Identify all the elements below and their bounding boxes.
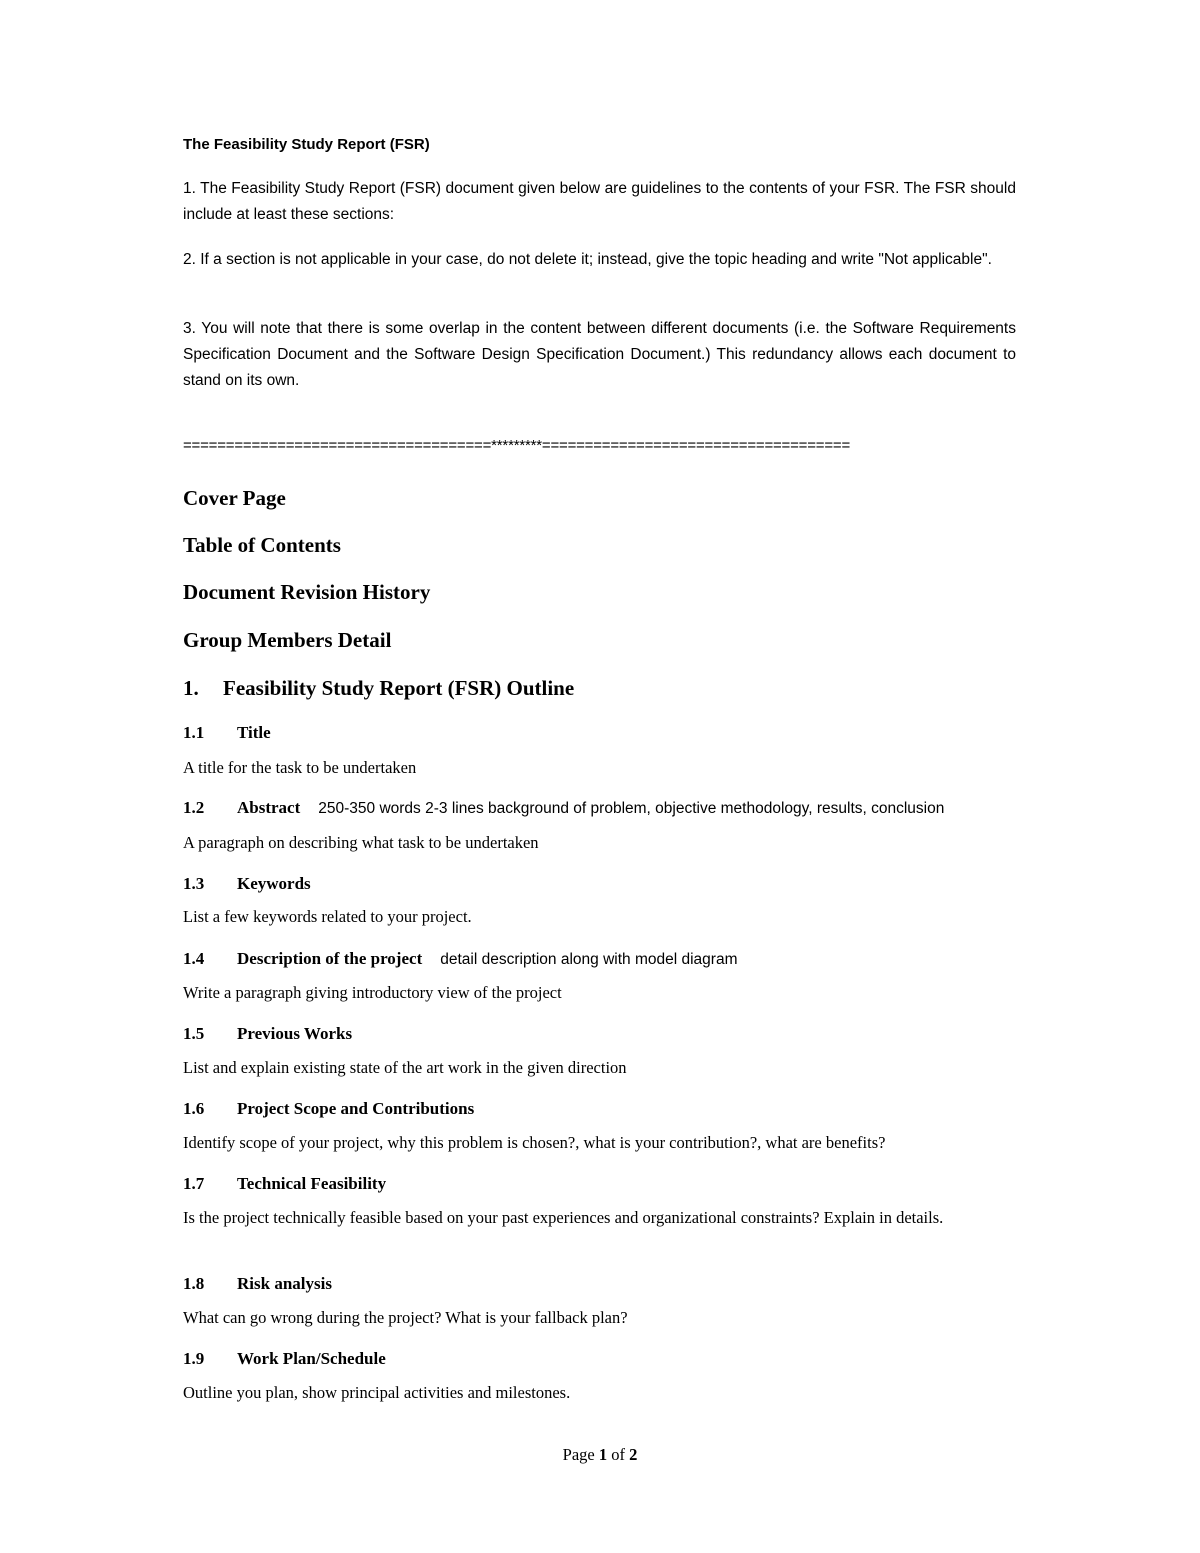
section-note: detail description along with model diagram (440, 951, 738, 968)
section-number: 1.8 (183, 1274, 205, 1293)
section-body: A paragraph on describing what task to be undertaken (183, 833, 539, 852)
heading-table-of-contents: Table of Contents (183, 533, 341, 557)
page-total: 2 (629, 1445, 638, 1464)
section-title-text: Description of the project (237, 949, 423, 968)
section-body: Is the project technically feasible based on your past experiences and organizational constraints? Explain in details. (183, 1208, 944, 1227)
section-title-text: Abstract (237, 798, 301, 817)
section-title (237, 798, 944, 818)
section-title (237, 1024, 352, 1044)
section-title-text: Project Scope and Contributions (237, 1099, 475, 1118)
section-number: 1.7 (183, 1174, 205, 1193)
page-current: 1 (598, 1445, 608, 1464)
section-title (237, 949, 737, 969)
section-title (237, 874, 311, 894)
heading-group-members: Group Members Detail (183, 628, 392, 652)
section-title (237, 1274, 332, 1294)
section-number: 1.1 (183, 723, 205, 742)
outline-number: 1. (183, 676, 199, 700)
outline-title: Feasibility Study Report (FSR) Outline (223, 676, 575, 700)
heading-cover-page: Cover Page (183, 486, 286, 510)
section-number: 1.5 (183, 1024, 205, 1043)
intro-title: The Feasibility Study Report (FSR) (183, 136, 430, 153)
section-title (237, 1099, 474, 1119)
section-body: List and explain existing state of the art work in the given direction (183, 1058, 627, 1077)
section-title (237, 723, 271, 743)
section-body: Identify scope of your project, why this problem is chosen?, what is your contribution?, what are benefits? (183, 1133, 886, 1152)
section-divider: ====================================*********==================================== (183, 437, 851, 454)
section-title-text: Work Plan/Schedule (237, 1349, 386, 1368)
section-title-text: Previous Works (237, 1024, 353, 1043)
section-number: 1.4 (183, 949, 205, 968)
page-footer (0, 1445, 1200, 1465)
section-note: 250-350 words 2-3 lines background of problem, objective methodology, results, conclusion (318, 800, 945, 817)
intro-paragraph-1: 1. The Feasibility Study Report (FSR) document given below are guidelines to the contents of your FSR. The FSR should include at least these sections: (183, 180, 1016, 223)
section-number: 1.6 (183, 1099, 205, 1118)
section-title-text: Title (237, 723, 271, 742)
section-body: Outline you plan, show principal activities and milestones. (183, 1383, 571, 1402)
section-body: Write a paragraph giving introductory view of the project (183, 983, 562, 1002)
section-title-text: Technical Feasibility (237, 1174, 387, 1193)
section-number: 1.2 (183, 798, 205, 817)
section-title-text: Risk analysis (237, 1274, 332, 1293)
intro-paragraph-3: 3. You will note that there is some overlap in the content between different documents (i.e. the Software Requirements Specification Document and the Software Design Specification Document.) This redundancy allows each document to stand on its own. (183, 320, 1016, 389)
heading-revision-history: Document Revision History (183, 580, 431, 604)
page-label: Page (562, 1445, 595, 1464)
section-number: 1.9 (183, 1349, 205, 1368)
page-of: of (611, 1445, 625, 1464)
section-title (237, 1174, 386, 1194)
section-body: What can go wrong during the project? What is your fallback plan? (183, 1308, 628, 1327)
section-title (237, 1349, 386, 1369)
section-title-text: Keywords (237, 874, 311, 893)
intro-paragraph-2: 2. If a section is not applicable in your case, do not delete it; instead, give the topic heading and write "Not applicable". (183, 251, 992, 268)
section-number: 1.3 (183, 874, 205, 893)
section-body: A title for the task to be undertaken (183, 758, 417, 777)
section-body: List a few keywords related to your project. (183, 907, 472, 926)
